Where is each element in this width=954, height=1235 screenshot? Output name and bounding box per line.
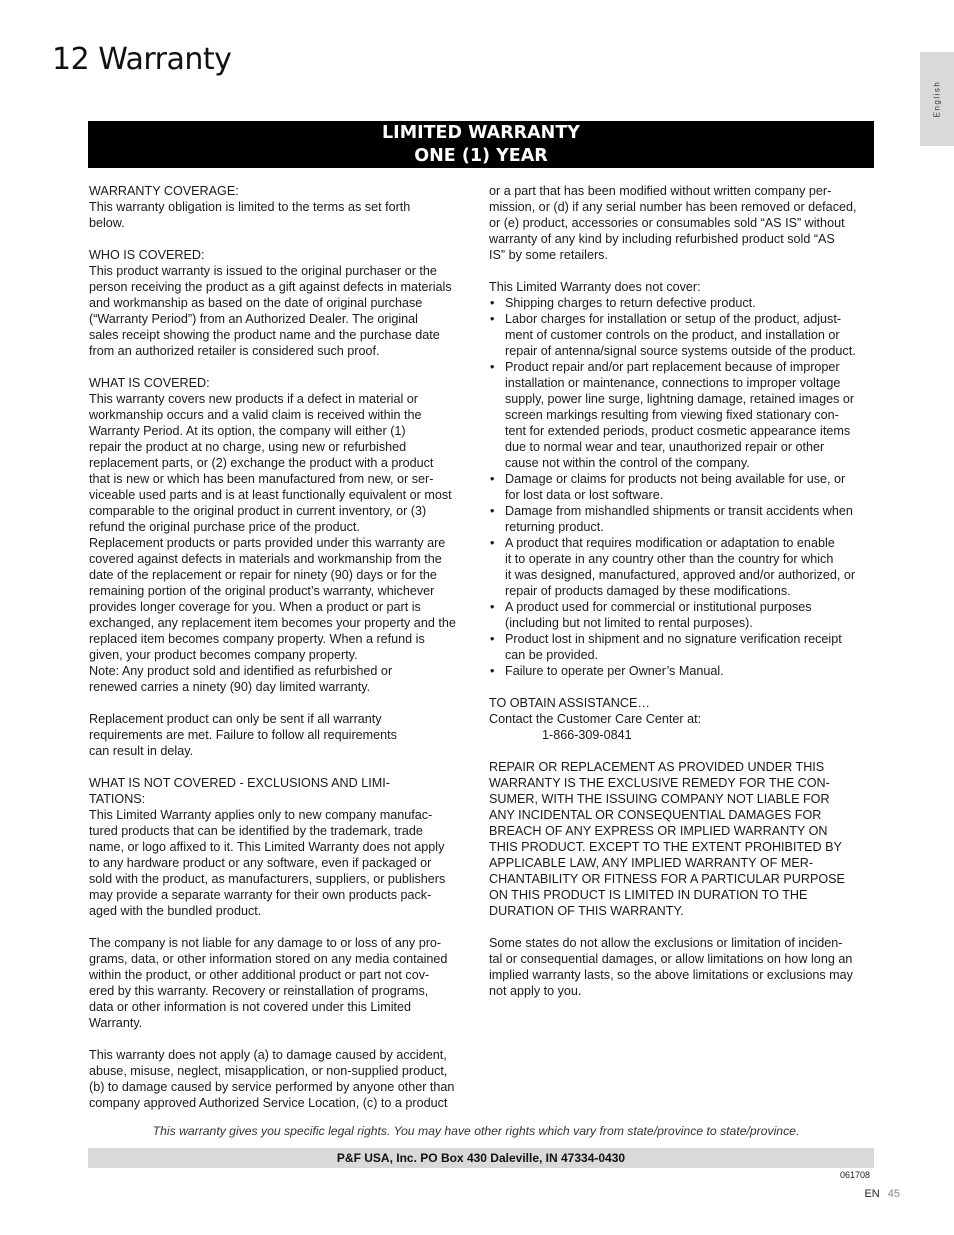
text-line: WHAT IS COVERED: [89, 376, 210, 390]
text-line: (“Warranty Period”) from an Authorized Dealer. The original [89, 312, 418, 326]
exclusion-item [489, 631, 875, 663]
text-line: BREACH OF ANY EXPRESS OR IMPLIED WARRANTY ON [489, 824, 828, 838]
page-footer [864, 1188, 900, 1200]
text-line: may provide a separate warranty for their own products pack- [89, 888, 432, 902]
exclusion-line: screen markings resulting from viewing fixed stationary con- [505, 408, 839, 422]
exclusion-line: cause not within the control of the company. [505, 456, 750, 470]
text-line: This warranty does not apply (a) to damage caused by accident, [89, 1048, 447, 1062]
text-line: This Limited Warranty applies only to new company manufac- [89, 808, 433, 822]
text-line: This warranty obligation is limited to the terms as set forth [89, 200, 411, 214]
text-line: warranty of any kind by including refurbished product sold “AS [489, 232, 835, 246]
exclusion-item [489, 359, 875, 471]
exclusion-line: • Shipping charges to return defective product. [505, 296, 756, 310]
text-line: date of the replacement or repair for ninety (90) days or for the [89, 568, 437, 582]
text-line: can result in delay. [89, 744, 194, 758]
text-line: name, or logo affixed to it. This Limited Warranty does not apply [89, 840, 445, 854]
text-line: WHAT IS NOT COVERED - EXCLUSIONS AND LIMI- [89, 776, 390, 790]
chapter-title [52, 42, 231, 77]
text-line: and workmanship as based on the date of original purchase [89, 296, 423, 310]
text-line: Replacement product can only be sent if all warranty [89, 712, 382, 726]
text-line: that is new or which has been manufactured from new, or ser- [89, 472, 434, 486]
text-line: sales receipt showing the product name and the purchase date [89, 328, 440, 342]
exclusion-line: • A product that requires modification or adaptation to enable [505, 536, 835, 550]
exclusion-line: • A product used for commercial or institutional purposes [505, 600, 812, 614]
text-line: comparable to the original product in current inventory, or (3) [89, 504, 427, 518]
text-line: WARRANTY IS THE EXCLUSIVE REMEDY FOR THE CON- [489, 776, 830, 790]
remedy-paragraph [489, 759, 875, 919]
document-code: 061708 [839, 1170, 870, 1180]
phone-number: 1-866-309-0841 [542, 728, 632, 742]
text-line: tal or consequential damages, or allow limitations on how long an [489, 952, 853, 966]
text-line: SUMER, WITH THE ISSUING COMPANY NOT LIABLE FOR [489, 792, 830, 806]
language-side-tab-label: English [932, 80, 942, 118]
exclusion-line: ment of customer controls on the product, and installation or [505, 328, 840, 342]
language-side-tab [920, 52, 954, 146]
text-line: exchanged, any replacement item becomes your property and the [89, 616, 456, 630]
text-line: ON THIS PRODUCT IS LIMITED IN DURATION TO THE [489, 888, 808, 902]
text-line: REPAIR OR REPLACEMENT AS PROVIDED UNDER THIS [489, 760, 825, 774]
text-line: Warranty. [89, 1016, 143, 1030]
text-line: Replacement products or parts provided under this warranty are [89, 536, 446, 550]
address-band: P&F USA, Inc. PO Box 430 Daleville, IN 47334-0430 [88, 1148, 874, 1168]
exclusion-item [489, 295, 875, 311]
text-line: or (e) product, accessories or consumables sold “AS IS” without [489, 216, 845, 230]
text-line: covered against defects in materials and workmanship from the [89, 552, 442, 566]
chapter-number: 12 [52, 42, 90, 77]
text-line: replaced item becomes company property. When a refund is [89, 632, 425, 646]
text-line: not apply to you. [489, 984, 582, 998]
text-line: TATIONS: [89, 792, 146, 806]
exclusion-item [489, 471, 875, 503]
text-line: person receiving the product as a gift against defects in materials [89, 280, 452, 294]
text-line: sold with the product, as manufacturers, suppliers, or publishers [89, 872, 446, 886]
text-line: or a part that has been modified without written company per- [489, 184, 832, 198]
exclusion-line: repair of antenna/signal source systems outside of the product. [505, 344, 856, 358]
banner-title: LIMITED WARRANTY [382, 123, 580, 143]
text-line: repair the product at no charge, using new or refurbished [89, 440, 407, 454]
text-line: below. [89, 216, 125, 230]
exclusion-line: • Damage from mishandled shipments or transit accidents when [505, 504, 853, 518]
banner-subtitle: ONE (1) YEAR [414, 146, 548, 166]
page-number: 45 [887, 1188, 900, 1200]
exclusion-line: can be provided. [505, 648, 599, 662]
exclusion-line: • Failure to operate per Owner’s Manual. [505, 664, 724, 678]
exclusion-item [489, 503, 875, 535]
assistance-text: Contact the Customer Care Center at: [489, 712, 702, 726]
exclusion-line: • Labor charges for installation or setup of the product, adjust- [505, 312, 842, 326]
not-covered-heading: This Limited Warranty does not cover: [489, 280, 701, 294]
text-line: viceable used parts and is at least functionally equivalent or most [89, 488, 452, 502]
text-line: company approved Authorized Service Location, (c) to a product [89, 1096, 448, 1110]
text-line: Warranty Period. At its option, the company will either (1) [89, 424, 406, 438]
exclusion-item [489, 311, 875, 359]
text-line: IS” by some retailers. [489, 248, 608, 262]
text-line: APPLICABLE LAW, ANY IMPLIED WARRANTY OF MER- [489, 856, 814, 870]
text-line: aged with the bundled product. [89, 904, 262, 918]
text-line: CHANTABILITY OR FITNESS FOR A PARTICULAR PURPOSE [489, 872, 845, 886]
exclusion-line: repair of products damaged by these modifications. [505, 584, 791, 598]
left-column [89, 183, 473, 1111]
text-line: This warranty covers new products if a defect in material or [89, 392, 418, 406]
exclusion-item [489, 535, 875, 599]
exclusion-item [489, 663, 875, 679]
text-line: Note: Any product sold and identified as refurbished or [89, 664, 393, 678]
exclusion-line: it was designed, manufactured, approved and/or authorized, or [505, 568, 856, 582]
text-line: DURATION OF THIS WARRANTY. [489, 904, 684, 918]
exclusion-line: • Product lost in shipment and no signature verification receipt [505, 632, 842, 646]
text-line: grams, data, or other information stored on any media contained [89, 952, 448, 966]
exclusion-line: for lost data or lost software. [505, 488, 664, 502]
text-line: provides longer coverage for you. When a product or part is [89, 600, 421, 614]
text-line: ered by this warranty. Recovery or reinstallation of programs, [89, 984, 429, 998]
exclusion-line: returning product. [505, 520, 604, 534]
warranty-banner [88, 121, 874, 168]
text-line: replacement parts, or (2) exchange the product with a product [89, 456, 434, 470]
states-paragraph [489, 935, 875, 999]
text-line: WHO IS COVERED: [89, 248, 205, 262]
rights-note: This warranty gives you specific legal rights. You may have other rights which vary from state/province to state/province. [152, 1124, 800, 1138]
text-line: abuse, misuse, neglect, misapplication, or non-supplied product, [89, 1064, 448, 1078]
exclusion-line: due to normal wear and tear, unauthorized repair or other [505, 440, 825, 454]
text-line: remaining portion of the original product’s warranty, whichever [89, 584, 435, 598]
exclusion-item [489, 599, 875, 631]
chapter-name: Warranty [98, 42, 232, 77]
exclusion-line: • Damage or claims for products not being available for use, or [505, 472, 846, 486]
text-line: The company is not liable for any damage to or loss of any pro- [89, 936, 442, 950]
text-line: to any hardware product or any software, even if packaged or [89, 856, 432, 870]
text-line: THIS PRODUCT. EXCEPT TO THE EXTENT PROHIBITED BY [489, 840, 842, 854]
exclusion-line: tent for extended periods, product cosmetic appearance items [505, 424, 851, 438]
text-line: within the product, or other additional product or part not cov- [89, 968, 430, 982]
text-line: tured products that can be identified by the trademark, trade [89, 824, 423, 838]
exclusion-line: • Product repair and/or part replacement because of improper [505, 360, 840, 374]
not-covered-list [489, 295, 875, 679]
exclusion-line: installation or maintenance, connections to improper voltage [505, 376, 841, 390]
text-line: This product warranty is issued to the original purchaser or the [89, 264, 437, 278]
text-line: given, your product becomes company property. [89, 648, 358, 662]
right-intro [489, 183, 875, 263]
assistance-heading: TO OBTAIN ASSISTANCE… [489, 696, 650, 710]
text-line: refund the original purchase price of the product. [89, 520, 360, 534]
exclusion-line: supply, power line surge, lightning damage, retained images or [505, 392, 855, 406]
text-line: implied warranty lasts, so the above limitations or exclusions may [489, 968, 853, 982]
text-line: mission, or (d) if any serial number has been removed or defaced, [489, 200, 857, 214]
text-line: data or other information is not covered under this Limited [89, 1000, 412, 1014]
text-line: renewed carries a ninety (90) day limited warranty. [89, 680, 371, 694]
exclusion-line: (including but not limited to rental purposes). [505, 616, 753, 630]
text-line: WARRANTY COVERAGE: [89, 184, 239, 198]
text-line: Some states do not allow the exclusions or limitation of inciden- [489, 936, 843, 950]
right-column [489, 183, 875, 999]
text-line: (b) to damage caused by service performed by anyone other than [89, 1080, 455, 1094]
text-line: workmanship occurs and a valid claim is received within the [89, 408, 422, 422]
exclusion-line: it to operate in any country other than the country for which [505, 552, 834, 566]
text-line: requirements are met. Failure to follow all requirements [89, 728, 397, 742]
language-code: EN [864, 1188, 880, 1200]
text-line: from an authorized retailer is considered such proof. [89, 344, 380, 358]
text-line: ANY INCIDENTAL OR CONSEQUENTIAL DAMAGES FOR [489, 808, 822, 822]
